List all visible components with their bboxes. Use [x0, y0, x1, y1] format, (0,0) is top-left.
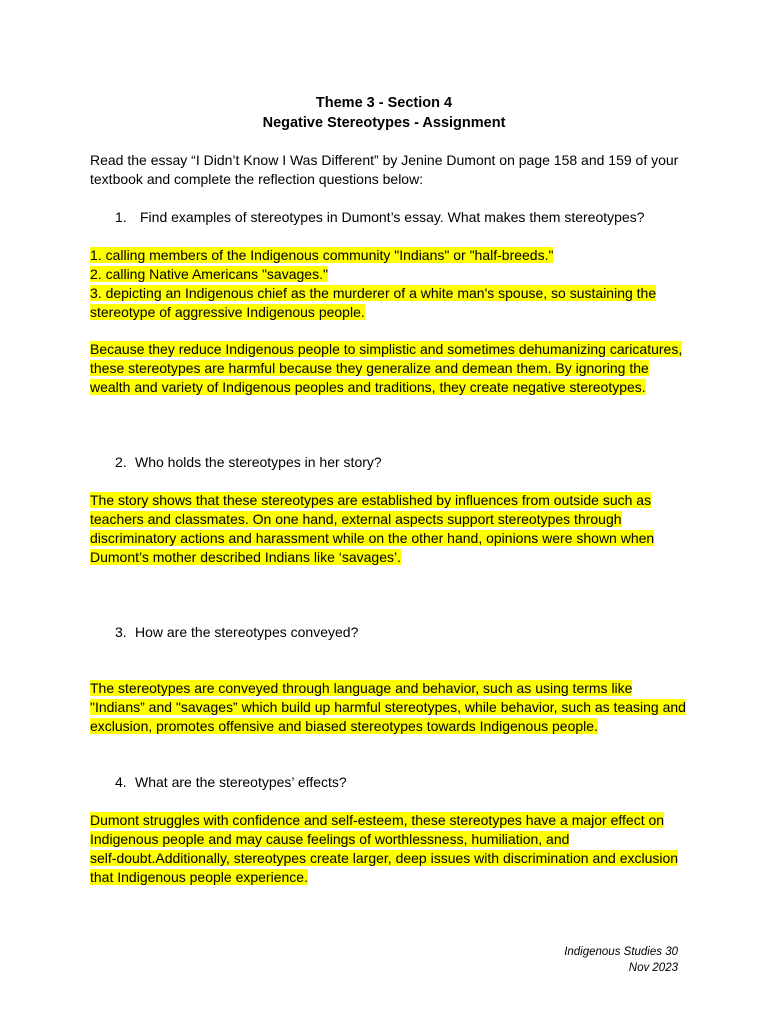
question-number: 4. — [115, 774, 127, 790]
answer-line: Dumont struggles with confidence and self-esteem, these stereotypes have a major effect on — [90, 812, 665, 828]
title-line-1: Theme 3 - Section 4 — [315, 95, 453, 111]
question-text: Who holds the stereotypes in her story? — [135, 454, 382, 470]
answer-line: self-doubt.Additionally, stereotypes create larger, deep issues with discrimination and exclusion — [90, 850, 679, 866]
answer-line: these stereotypes are harmful because they generalize and demean them. By ignoring the — [90, 360, 649, 376]
answer-line: wealth and variety of Indigenous peoples and traditions, they create negative stereotypes. — [90, 379, 646, 395]
footer-course: Indigenous Studies 30 — [564, 946, 678, 958]
answer-line: Dumont’s mother described Indians like ‘savages’. — [90, 549, 402, 565]
answer-line: Because they reduce Indigenous people to simplistic and sometimes dehumanizing caricatures, — [90, 341, 683, 357]
answer-line: 2. calling Native Americans "savages." — [90, 266, 328, 282]
question-1 — [115, 208, 645, 227]
answer-line: 1. calling members of the Indigenous community "Indians" or "half-breeds." — [90, 247, 554, 263]
footer-date: Nov 2023 — [628, 962, 678, 974]
question-4 — [115, 773, 347, 792]
question-number: 3. — [115, 624, 127, 640]
question-3 — [115, 623, 358, 642]
question-number: 2. — [115, 454, 127, 470]
intro-paragraph — [90, 151, 690, 189]
intro-line: textbook and complete the reflection questions below: — [90, 171, 424, 187]
question-text: Find examples of stereotypes in Dumont’s essay. What makes them stereotypes? — [140, 209, 645, 225]
answer-line: The stereotypes are conveyed through language and behavior, such as using terms like — [90, 680, 633, 696]
answer-line: 3. depicting an Indigenous chief as the murderer of a white man's spouse, so sustaining the — [90, 285, 657, 301]
answer-line: exclusion, promotes offensive and biased stereotypes towards Indigenous people. — [90, 718, 598, 734]
answer-3 — [90, 679, 690, 736]
title-line-2: Negative Stereotypes - Assignment — [262, 115, 506, 131]
answer-2 — [90, 491, 690, 567]
answer-line: teachers and classmates. On one hand, external aspects support stereotypes through — [90, 511, 622, 527]
answer-line: stereotype of aggressive Indigenous people. — [90, 304, 365, 320]
answer-line: "Indians” and "savages” which build up harmful stereotypes, while behavior, such as teasing and — [90, 699, 686, 715]
answer-line: discriminatory actions and harassment while on the other hand, opinions were shown when — [90, 530, 655, 546]
question-number: 1. — [115, 209, 127, 225]
answer-line: that Indigenous people experience. — [90, 869, 308, 885]
answer-line: Indigenous people and may cause feelings of worthlessness, humiliation, and — [90, 831, 570, 847]
question-2 — [115, 453, 382, 472]
answer-line: The story shows that these stereotypes are established by influences from outside such as — [90, 492, 652, 508]
answer-1-list — [90, 246, 690, 322]
answer-4 — [90, 811, 690, 887]
page-title — [0, 93, 768, 133]
intro-line: Read the essay “I Didn’t Know I Was Different” by Jenine Dumont on page 158 and 159 of your — [90, 152, 679, 168]
question-text: How are the stereotypes conveyed? — [135, 624, 359, 640]
question-text: What are the stereotypes’ effects? — [135, 774, 347, 790]
answer-1-paragraph — [90, 340, 690, 397]
page-footer — [564, 944, 678, 976]
